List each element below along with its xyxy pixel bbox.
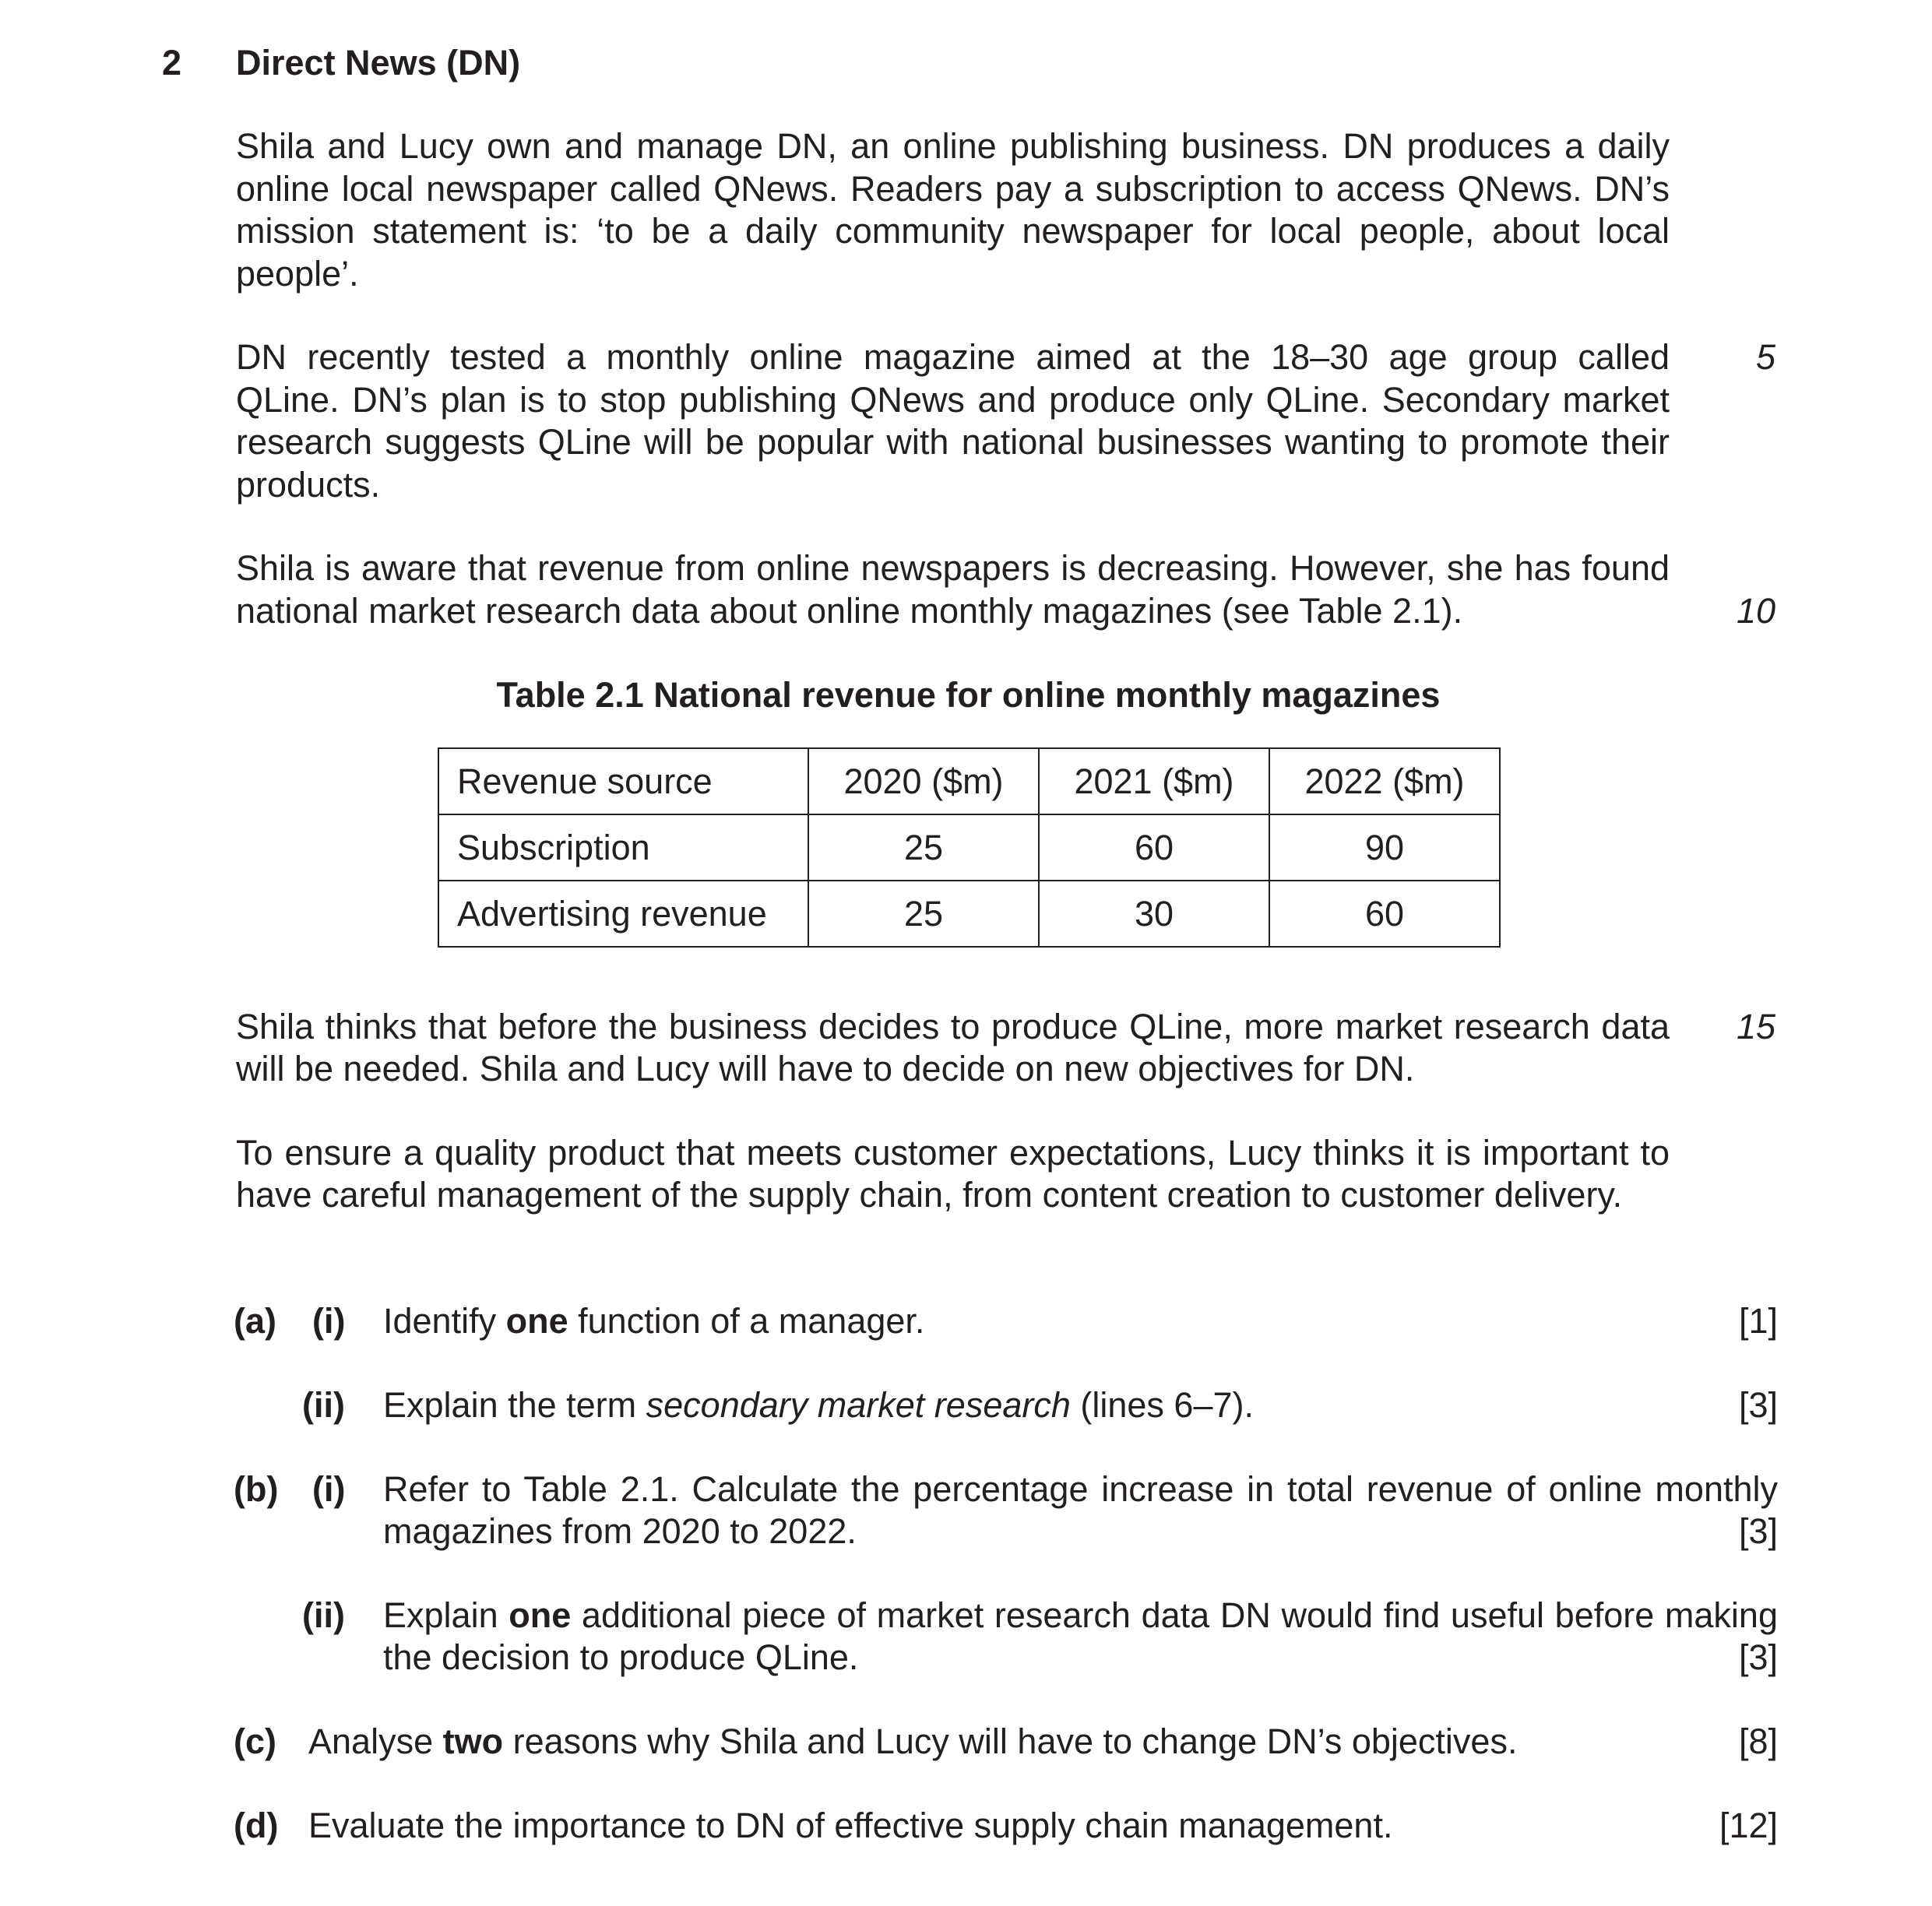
part-c-label: (c) [234, 1721, 276, 1761]
emphasis: one [509, 1595, 572, 1635]
text-run: additional piece of market research data DN would find useful before making [571, 1595, 1778, 1635]
part-d-text: Evaluate the importance to DN of effective supply chain management. [308, 1806, 1393, 1845]
part-a-ii-label: (ii) [302, 1385, 345, 1425]
part-c-text [308, 1721, 1518, 1761]
paragraph-line: mission statement is: ‘to be a daily community newspaper for local people, about local [236, 211, 1670, 251]
part-b-ii-text-line2: the decision to produce QLine. [383, 1637, 859, 1677]
emphasis: two [442, 1721, 504, 1761]
emphasis: secondary market research [646, 1385, 1071, 1425]
paragraph-line: To ensure a quality product that meets customer expectations, Lucy thinks it is important to [236, 1133, 1670, 1173]
text-run: Identify [383, 1301, 506, 1341]
table-cell: 60 [1269, 881, 1500, 947]
part-d-label: (d) [234, 1806, 279, 1845]
paragraph-line: national market research data about online monthly magazines (see Table 2.1). [236, 591, 1463, 631]
paragraph-line: DN recently tested a monthly online magazine aimed at the 18–30 age group called [236, 337, 1670, 377]
paragraph-line: Shila thinks that before the business decides to produce QLine, more market research data [236, 1007, 1670, 1046]
part-b-i-text: Refer to Table 2.1. Calculate the percentage increase in total revenue of online monthly [383, 1469, 1778, 1509]
text-run: Explain the term [383, 1385, 646, 1425]
part-a-i-label: (i) [312, 1301, 346, 1341]
table-cell: Advertising revenue [438, 881, 808, 947]
table-header-cell: 2021 ($m) [1039, 748, 1269, 814]
text-run: (lines 6–7). [1070, 1385, 1254, 1425]
paragraph-line: Shila is aware that revenue from online newspapers is decreasing. However, she has found [236, 548, 1670, 588]
text-run: reasons why Shila and Lucy will have to change DN’s objectives. [503, 1721, 1518, 1761]
table-caption: Table 2.1 National revenue for online monthly magazines [496, 675, 1441, 715]
question-number: 2 [162, 43, 182, 83]
part-b-label: (b) [234, 1469, 279, 1509]
paragraph-line: QLine. DN’s plan is to stop publishing QNews and produce only QLine. Secondary market [236, 380, 1670, 420]
part-a-ii-text [383, 1385, 1254, 1425]
revenue-table [438, 747, 1501, 948]
line-number-15: 15 [1736, 1007, 1775, 1046]
paragraph-line: research suggests QLine will be popular with national businesses wanting to promote their [236, 422, 1670, 462]
part-b-i-marks: [3] [1738, 1511, 1778, 1551]
table-header-row [438, 748, 1500, 814]
text-run: function of a manager. [568, 1301, 925, 1341]
emphasis: one [505, 1301, 568, 1341]
paragraph-line: products. [236, 465, 381, 505]
line-number-10: 10 [1736, 591, 1775, 631]
table-cell: 90 [1269, 814, 1500, 881]
part-a-i-marks: [1] [1738, 1301, 1778, 1341]
paragraph-line: online local newspaper called QNews. Readers pay a subscription to access QNews. DN’s [236, 169, 1670, 209]
table-cell: 25 [808, 814, 1039, 881]
paragraph-line: will be needed. Shila and Lucy will have to decide on new objectives for DN. [236, 1049, 1415, 1088]
part-b-ii-label: (ii) [302, 1595, 345, 1635]
text-run: Analyse [308, 1721, 443, 1761]
table-header-cell: Revenue source [438, 748, 808, 814]
part-b-ii-text [383, 1595, 1778, 1635]
part-b-i-text-line2: magazines from 2020 to 2022. [383, 1511, 857, 1551]
part-a-label: (a) [234, 1301, 276, 1341]
table-cell: 30 [1039, 881, 1269, 947]
line-number-5: 5 [1755, 337, 1775, 377]
table-cell: Subscription [438, 814, 808, 881]
table-row [438, 814, 1500, 881]
part-b-i-label: (i) [312, 1469, 346, 1509]
table-cell: 60 [1039, 814, 1269, 881]
table-cell: 25 [808, 881, 1039, 947]
table-header-cell: 2022 ($m) [1269, 748, 1500, 814]
table-header-cell: 2020 ($m) [808, 748, 1039, 814]
part-b-ii-marks: [3] [1738, 1637, 1778, 1677]
part-d-marks: [12] [1719, 1806, 1778, 1845]
paragraph-line: have careful management of the supply chain, from content creation to customer delivery. [236, 1175, 1623, 1215]
part-c-marks: [8] [1738, 1721, 1778, 1761]
part-a-ii-marks: [3] [1738, 1385, 1778, 1425]
text-run: Explain [383, 1595, 509, 1635]
paragraph-line: Shila and Lucy own and manage DN, an online publishing business. DN produces a daily [236, 126, 1670, 166]
paragraph-line: people’. [236, 254, 359, 294]
part-a-i-text [383, 1301, 925, 1341]
question-title: Direct News (DN) [236, 43, 521, 83]
table-row [438, 881, 1500, 947]
